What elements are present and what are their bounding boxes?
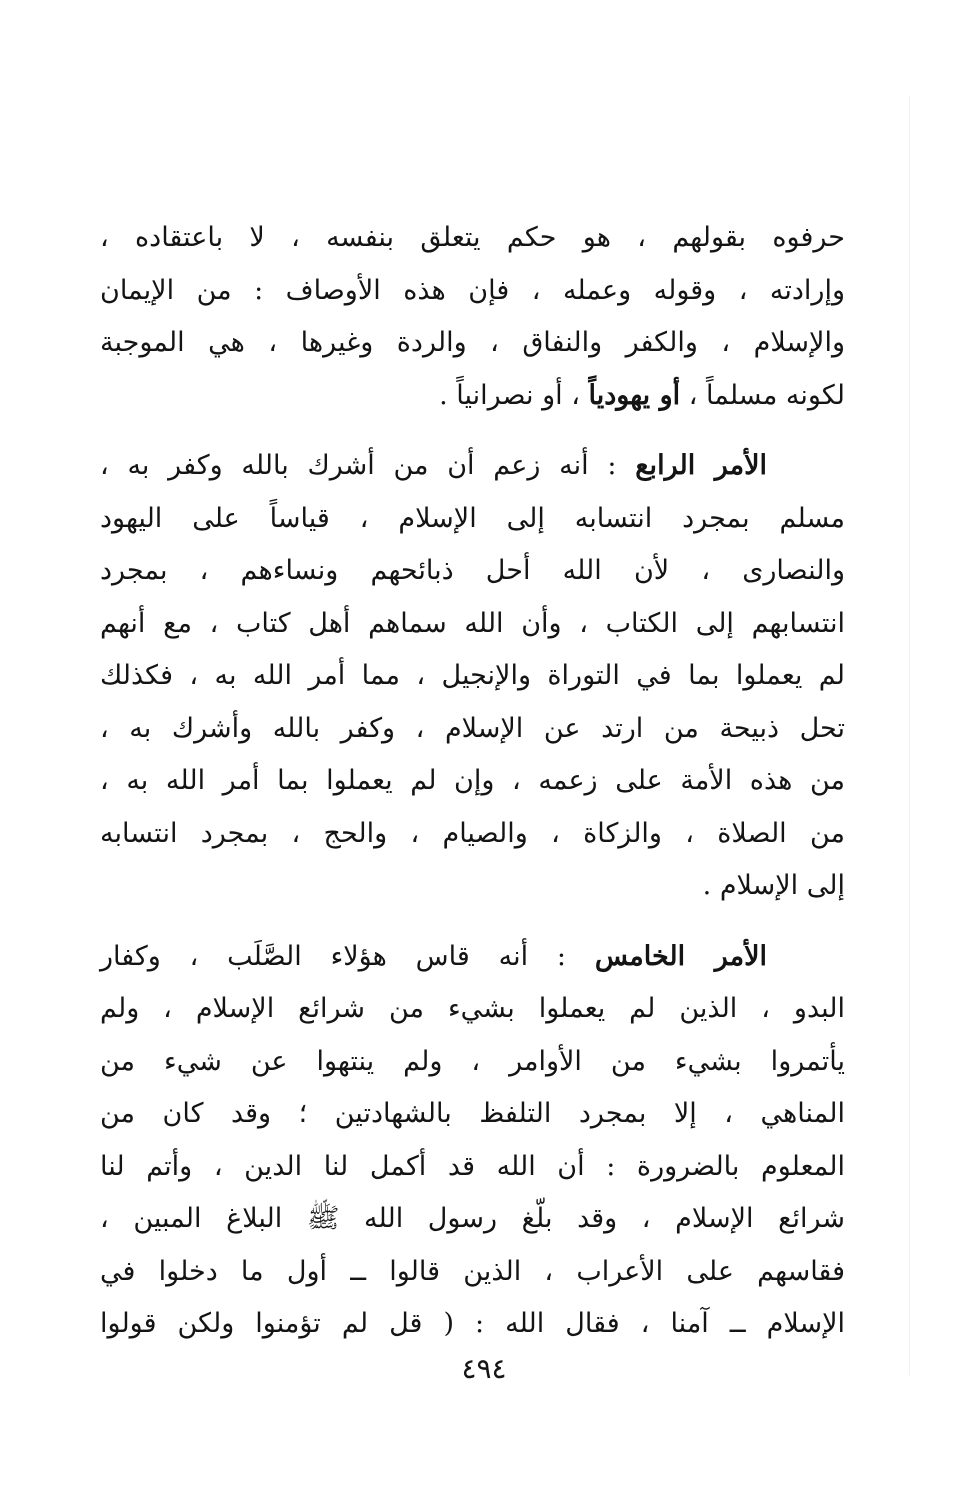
body-text <box>100 212 845 1351</box>
paragraph-line: وإرادته ، وقوله وعمله ، فإن هذه الأوصاف : من الإيمان <box>100 274 845 306</box>
paragraph-line: إلى الإسلام . <box>702 870 845 901</box>
paragraph-line: انتسابهم إلى الكتاب ، وأن الله سماهم أهل كتاب ، مع أنهم <box>100 607 845 639</box>
paragraph-line: المعلوم بالضرورة : أن الله قد أكمل لنا الدين ، وأتم لنا <box>100 1150 845 1182</box>
paragraph-line: فقاسهم على الأعراب ، الذين قالوا ــ أول ما دخلوا في <box>100 1255 845 1287</box>
paragraph-line: مسلم بمجرد انتسابه إلى الإسلام ، قياساً على اليهود <box>100 502 845 534</box>
paragraph-line <box>100 370 845 423</box>
paragraph-line: الإسلام ــ آمنا ، فقال الله : ( قل لم تؤمنوا ولكن قولوا <box>100 1308 845 1339</box>
paragraph-line: من هذه الأمة على زعمه ، وإن لم يعملوا بما أمر الله به ، <box>100 765 845 796</box>
page-edge-line <box>909 95 910 1375</box>
paragraph-line: والإسلام ، والكفر والنفاق ، والردة وغيرها ، هي الموجبة <box>100 327 845 358</box>
paragraph-line: يأتمروا بشيء من الأوامر ، ولم ينتهوا عن شيء من <box>100 1045 845 1077</box>
line-text: ، أو نصرانياً . <box>439 379 589 411</box>
paragraph-line: حرفوه بقولهم ، هو حكم يتعلق بنفسه ، لا باعتقاده ، <box>100 222 845 253</box>
paragraph-line: شرائع الإسلام ، وقد بلّغ رسول الله ﷺ البلاغ المبين ، <box>100 1203 846 1234</box>
paragraph-line: المناهي ، إلا بمجرد التلفظ بالشهادتين ؛ وقد كان من <box>100 1098 845 1129</box>
paragraph-line: تحل ذبيحة من ارتد عن الإسلام ، وكفر بالله وأشرك به ، <box>100 712 845 744</box>
section-heading-4: الأمر الرابع <box>635 450 768 481</box>
paragraph-line: والنصارى ، لأن الله أحل ذبائحهم ونساءهم ، بمجرد <box>100 555 845 586</box>
line-text: : أنه زعم أن من أشرك بالله وكفر به ، <box>100 450 636 481</box>
line-text: لكونه مسلماً ، <box>680 379 845 411</box>
line-text: : أنه قاس هؤلاء الصَّلَب ، وكفار <box>100 940 595 972</box>
paragraph-line: من الصلاة ، والزكاة ، والصيام ، والحج ، بمجرد انتسابه <box>100 817 845 849</box>
bold-text: أو يهودياً <box>588 379 681 411</box>
paragraph-line: البدو ، الذين لم يعملوا بشيء من شرائع الإسلام ، ولم <box>100 993 845 1024</box>
paragraph-first-line <box>100 440 845 493</box>
paragraph-first-line <box>100 931 845 984</box>
paragraph-line: لم يعملوا بما في التوراة والإنجيل ، مما أمر الله به ، فكذلك <box>100 660 845 691</box>
section-heading-5: الأمر الخامس <box>594 940 767 972</box>
page-number: ٤٩٤ <box>461 1352 507 1385</box>
